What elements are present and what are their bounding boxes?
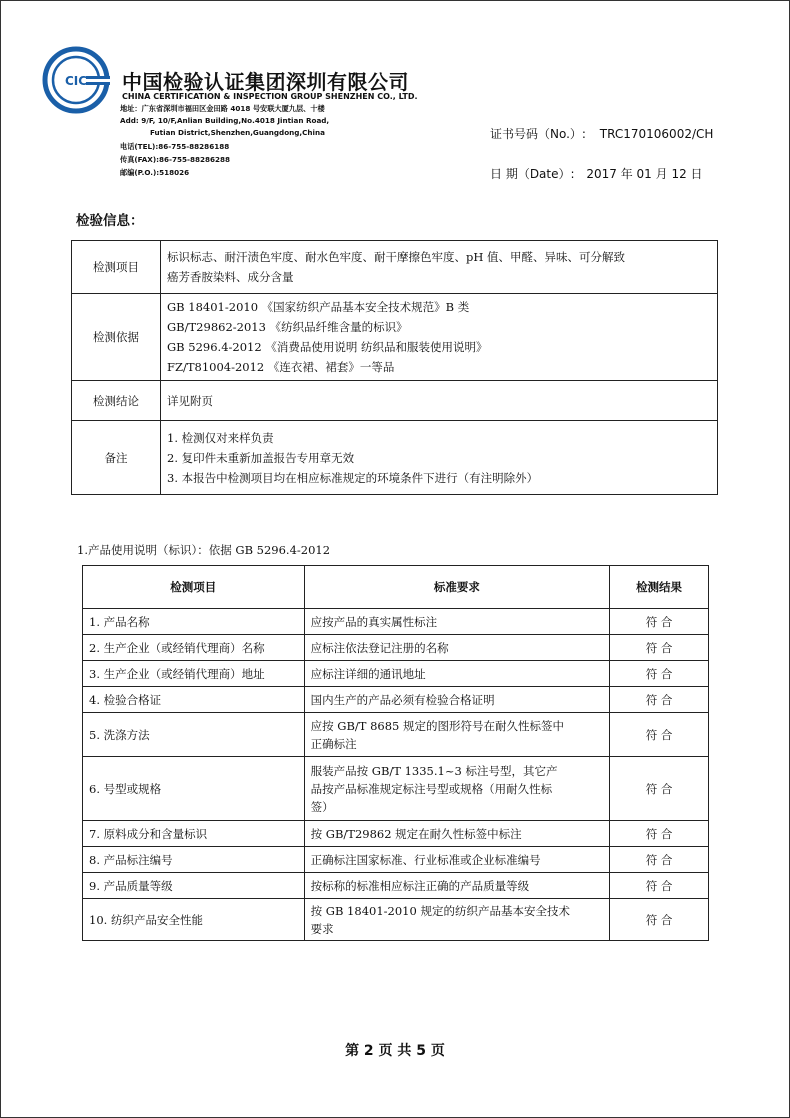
cert-number — [490, 125, 713, 142]
req-line: 要求 — [310, 921, 334, 936]
info-line: GB 5296.4-2012 《消费品使用说明 纺织品和服装使用说明》 — [167, 340, 488, 354]
req-line: 正确标注国家标准、行业标准或企业标准编号 — [310, 852, 541, 867]
spec-requirement — [304, 899, 610, 941]
spec-result: 符 合 — [610, 661, 709, 687]
table-row — [83, 687, 709, 713]
info-line: 3. 本报告中检测项目均在相应标准规定的环境条件下进行（有注明除外） — [167, 470, 539, 485]
spec-item: 5. 洗涤方法 — [83, 713, 305, 757]
table-row — [83, 713, 709, 757]
company-name-en: CHINA CERTIFICATION & INSPECTION GROUP SHENZHEN CO., LTD. — [122, 92, 418, 101]
date-label: 日 期（Date）: — [490, 167, 575, 181]
spec-result: 符 合 — [610, 609, 709, 635]
cic-logo — [42, 46, 110, 114]
info-value — [161, 241, 718, 294]
info-row-conclusion — [72, 381, 718, 421]
info-line: GB 18401-2010 《国家纺织产品基本安全技术规范》B 类 — [167, 300, 470, 314]
info-line: 2. 复印件未重新加盖报告专用章无效 — [167, 450, 355, 465]
spec-requirement — [304, 757, 610, 821]
info-line: 详见附页 — [167, 393, 213, 408]
spec-item: 8. 产品标注编号 — [83, 847, 305, 873]
req-line: 按 GB/T29862 规定在耐久性标签中标注 — [310, 826, 522, 841]
fax: 传真(FAX):86-755-88286288 — [120, 155, 230, 164]
spec-result: 符 合 — [610, 713, 709, 757]
spec-result: 符 合 — [610, 821, 709, 847]
spec-section-title: 1.产品使用说明（标识）：依据 GB 5296.4-2012 — [77, 543, 331, 557]
spec-requirement — [304, 687, 610, 713]
req-line: 国内生产的产品必须有检验合格证明 — [310, 692, 495, 707]
table-row — [83, 757, 709, 821]
spec-item: 6. 号型或规格 — [83, 757, 305, 821]
info-value — [161, 421, 718, 495]
req-line: 应按产品的真实属性标注 — [310, 614, 438, 629]
info-label: 备注 — [72, 421, 161, 495]
spec-result: 符 合 — [610, 899, 709, 941]
spec-result: 符 合 — [610, 687, 709, 713]
info-value — [161, 294, 718, 381]
req-line: 按 GB 18401-2010 规定的纺织产品基本安全技术 — [310, 903, 570, 918]
table-row — [83, 821, 709, 847]
spec-item: 3. 生产企业（或经销代理商）地址 — [83, 661, 305, 687]
spec-requirement — [304, 847, 610, 873]
spec-requirement — [304, 635, 610, 661]
info-line: 标识标志、耐汗渍色牢度、耐水色牢度、耐干摩擦色牢度、pH 值、甲醛、异味、可分解致 — [167, 250, 626, 264]
spec-item: 10. 纺织产品安全性能 — [83, 899, 305, 941]
req-line: 品按产品标准规定标注号型或规格（用耐久性标 — [310, 781, 553, 796]
info-line: GB/T29862-2013 《纺织品纤维含量的标识》 — [167, 320, 408, 334]
spec-requirement — [304, 713, 610, 757]
spec-requirement — [304, 821, 610, 847]
table-row — [83, 899, 709, 941]
req-line: 正确标注 — [310, 736, 357, 751]
cert-number-label: 证书号码（No.）: — [490, 127, 586, 141]
header-item: 检测项目 — [83, 566, 305, 609]
spec-item: 7. 原料成分和含量标识 — [83, 821, 305, 847]
info-line: 1. 检测仅对来样负责 — [167, 430, 274, 445]
inspection-info-title: 检验信息： — [76, 213, 144, 229]
table-row — [83, 847, 709, 873]
spec-item: 1. 产品名称 — [83, 609, 305, 635]
spec-item: 2. 生产企业（或经销代理商）名称 — [83, 635, 305, 661]
spec-result: 符 合 — [610, 635, 709, 661]
spec-result: 符 合 — [610, 847, 709, 873]
req-line: 签） — [310, 799, 334, 814]
req-line: 应按 GB/T 8685 规定的图形符号在耐久性标签中 — [310, 718, 565, 733]
req-line: 应标注详细的通讯地址 — [310, 666, 426, 681]
spec-result: 符 合 — [610, 757, 709, 821]
svg-text:CIC: CIC — [64, 74, 88, 88]
company-name-cn: 中国检验认证集团深圳有限公司 — [122, 70, 409, 94]
table-row — [83, 661, 709, 687]
req-line: 应标注依法登记注册的名称 — [310, 640, 449, 655]
cert-number-value: TRC170106002/CH — [599, 127, 714, 141]
spec-requirement — [304, 609, 610, 635]
header-requirement: 标准要求 — [304, 566, 610, 609]
spec-requirement — [304, 661, 610, 687]
table-row — [83, 873, 709, 899]
address-cn: 地址：广东省深圳市福田区金田路 4018 号安联大厦九层、十楼 — [120, 104, 325, 113]
postcode: 邮编(P.O.):518026 — [120, 168, 190, 177]
address-en-2: Futian District,Shenzhen,Guangdong,China — [150, 128, 325, 137]
table-row — [83, 635, 709, 661]
info-line: 癌芳香胺染料、成分含量 — [167, 270, 294, 284]
info-value — [161, 381, 718, 421]
spec-header-row — [83, 566, 709, 609]
spec-table — [82, 565, 709, 941]
tel: 电话(TEL):86-755-88286188 — [120, 142, 230, 151]
page-number: 第 2 页 共 5 页 — [345, 1043, 445, 1059]
info-row-basis — [72, 294, 718, 381]
spec-item: 4. 检验合格证 — [83, 687, 305, 713]
header-result: 检测结果 — [610, 566, 709, 609]
spec-item: 9. 产品质量等级 — [83, 873, 305, 899]
report-date — [490, 165, 703, 182]
spec-result: 符 合 — [610, 873, 709, 899]
address-en-1: Add: 9/F, 10/F,Anlian Building,No.4018 Jintian Road, — [120, 116, 330, 125]
date-value: 2017 年 01 月 12 日 — [586, 167, 703, 181]
info-line: FZ/T81004-2012 《连衣裙、裙套》一等品 — [167, 360, 395, 374]
table-row — [83, 609, 709, 635]
info-label: 检测依据 — [72, 294, 161, 381]
info-label: 检测项目 — [72, 241, 161, 294]
info-row-items — [72, 241, 718, 294]
inspection-info-table — [71, 240, 718, 495]
info-row-remarks — [72, 421, 718, 495]
req-line: 服装产品按 GB/T 1335.1~3 标注号型，其它产 — [310, 763, 558, 778]
req-line: 按标称的标准相应标注正确的产品质量等级 — [310, 878, 530, 893]
spec-requirement — [304, 873, 610, 899]
info-label: 检测结论 — [72, 381, 161, 421]
